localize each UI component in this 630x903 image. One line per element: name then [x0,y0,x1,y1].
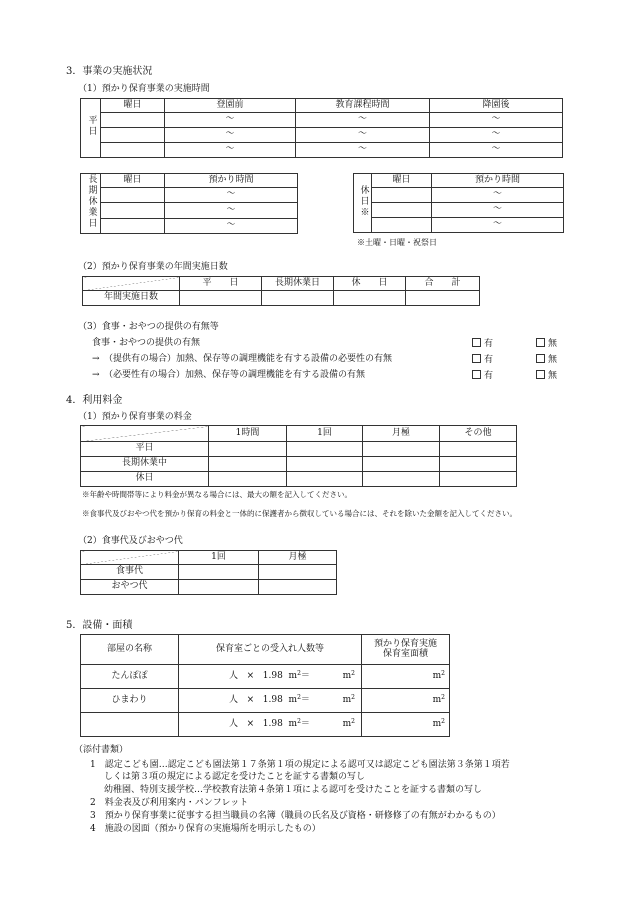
fee-cell[interactable] [363,472,440,487]
row-label-holiday: 休日 [81,472,209,487]
fee-cell[interactable] [179,580,259,595]
time-cell[interactable]: ～ [430,113,563,128]
fee-cell[interactable] [259,565,337,580]
day-cell[interactable] [101,113,165,128]
attachment-item-1-kindergarten: 幼稚園、特別支援学校…学校教育法第４条第１項による認可を受けたことを証する書類の写し [104,785,483,795]
attachment-item-4: 4 施設の図面（預かり保育の実施場所を明示したもの） [90,824,321,834]
col-header-hours: 預かり時間 [165,174,298,188]
time-cell[interactable]: ～ [432,188,564,203]
area-cell[interactable]: $m^2$ [362,665,450,689]
section-3-3-title: （3）食事・おやつの提供の有無等 [78,322,219,332]
col-header-day: 曜日 [101,174,165,188]
col-header-edu: 教育課程時間 [296,99,430,113]
attachments-title: （添付書類） [74,745,129,755]
long-break-side-label: 長期休業日 [81,174,101,234]
area-cell[interactable]: $m^2$ [362,713,450,737]
fee-cell[interactable] [440,442,517,457]
row-label-weekday: 平日 [81,442,209,457]
meal-fee-table [80,550,337,595]
col-header-hour: 1時間 [209,426,287,442]
time-cell[interactable]: ～ [165,128,296,143]
capacity-calc[interactable]: 人 × 1.98 $m^2=$ $m^2$ [179,713,362,737]
row-label-annual-days: 年間実施日数 [83,291,180,306]
annual-days-table [82,276,480,306]
col-header-room: 部屋の名称 [81,635,179,665]
time-cell[interactable]: ～ [432,218,564,233]
capacity-calc[interactable]: 人 × 1.98 $m^2=$ $m^2$ [179,689,362,713]
room-name[interactable]: たんぽぽ [81,665,179,689]
q3-yes-checkbox[interactable]: 有 [472,370,493,382]
col-header-after: 降園後 [430,99,563,113]
col-header-day: 曜日 [372,174,432,188]
weekday-hours-table [80,98,563,158]
col-header-day: 曜日 [101,99,165,113]
time-cell[interactable]: ～ [165,203,298,218]
q1-no-checkbox[interactable]: 無 [536,338,557,350]
fee-cell[interactable] [209,442,287,457]
days-cell[interactable] [180,291,262,306]
fee-cell[interactable] [440,457,517,472]
fee-cell[interactable] [259,580,337,595]
time-cell[interactable]: ～ [296,143,430,158]
room-name[interactable]: ひまわり [81,689,179,713]
section-4-1-title: （1）預かり保育事業の料金 [78,412,192,422]
attachment-item-2: 2 料金表及び利用案内・パンフレット [90,798,249,808]
col-header-holiday: 休 日 [334,277,406,291]
attachment-item-3: 3 預かり保育事業に従事する担当職員の名簿（職員の氏名及び資格・研修修了の有無がわかるもの） [90,811,501,821]
time-cell[interactable]: ～ [430,143,563,158]
q2-no-checkbox[interactable]: 無 [536,354,557,366]
col-header-long-break: 長期休業日 [262,277,334,291]
day-cell[interactable] [101,188,165,203]
fee-cell[interactable] [363,442,440,457]
meal-question-1: 食事・おやつの提供の有無 [92,338,201,348]
fee-cell[interactable] [179,565,259,580]
q2-yes-checkbox[interactable]: 有 [472,354,493,366]
holiday-note: ※土曜・日曜・祝祭日 [357,238,437,247]
weekday-side-label: 平日 [81,99,101,158]
day-cell[interactable] [101,203,165,218]
day-cell[interactable] [101,218,165,233]
day-cell[interactable] [372,218,432,233]
q3-no-checkbox[interactable]: 無 [536,370,557,382]
room-name[interactable] [81,713,179,737]
row-label-snack: おやつ代 [81,580,179,595]
time-cell[interactable]: ～ [165,113,296,128]
col-header-before: 登園前 [165,99,296,113]
meal-question-2: → （提供有の場合）加熱、保存等の調理機能を有する設備の必要性の有無 [92,354,393,364]
col-header-monthly: 月極 [363,426,440,442]
day-cell[interactable] [101,143,165,158]
days-cell[interactable] [406,291,480,306]
col-header-once: 1回 [287,426,363,442]
fee-cell[interactable] [287,472,363,487]
fee-note-1: ※年齢や時間帯等により料金が異なる場合には、最大の額を記入してください。 [82,490,352,499]
col-header-capacity: 保育室ごとの受入れ人数等 [179,635,362,665]
holiday-hours-table [353,173,564,233]
days-cell[interactable] [262,291,334,306]
q1-yes-checkbox[interactable]: 有 [472,338,493,350]
fee-cell[interactable] [209,457,287,472]
attachment-item-1-cont: しくは第３項の規定による認定を受けたことを証する書類の写し [104,772,366,782]
time-cell[interactable]: ～ [165,143,296,158]
col-header-once: 1回 [179,551,259,565]
time-cell[interactable]: ～ [432,203,564,218]
day-cell[interactable] [101,128,165,143]
corner-cell [81,551,179,565]
section-5-title: 5．設備・面積 [66,620,133,631]
section-3-1-title: （1）預かり保育事業の実施時間 [78,84,210,94]
facility-table [80,634,450,737]
fee-cell[interactable] [287,442,363,457]
row-label-long-break: 長期休業中 [81,457,209,472]
fee-table [80,425,517,487]
section-4-title: 4．利用料金 [66,395,123,406]
time-cell[interactable]: ～ [296,128,430,143]
fee-cell[interactable] [287,457,363,472]
day-cell[interactable] [372,203,432,218]
fee-cell[interactable] [209,472,287,487]
meal-question-3: → （必要性有の場合）加熱、保存等の調理機能を有する設備の有無 [92,370,366,380]
col-header-area: 預かり保育実施 保育室面積 [362,635,450,665]
time-cell[interactable]: ～ [165,218,298,233]
col-header-weekday: 平 日 [180,277,262,291]
col-header-monthly: 月極 [259,551,337,565]
area-cell[interactable]: $m^2$ [362,689,450,713]
holiday-side-label: 休日※ [354,174,372,233]
time-cell[interactable]: ～ [430,128,563,143]
col-header-other: その他 [440,426,517,442]
row-label-meal: 食事代 [81,565,179,580]
corner-cell [81,426,209,442]
fee-note-2: ※食事代及びおやつ代を預かり保育の料金と一体的に保護者から徴収している場合には、それを除いた金額を記入してください。 [82,509,517,518]
corner-cell [83,277,180,291]
section-3-title: 3．事業の実施状況 [66,66,153,77]
fee-cell[interactable] [440,472,517,487]
time-cell[interactable]: ～ [296,113,430,128]
col-header-hours: 預かり時間 [432,174,564,188]
day-cell[interactable] [372,188,432,203]
section-3-2-title: （2）預かり保育事業の年間実施日数 [78,262,228,272]
attachment-item-1: 1 認定こども園…認定こども園法第１７条第１項の規定による認可又は認定こども園法第３条第１項若 [90,760,510,770]
time-cell[interactable]: ～ [165,188,298,203]
long-break-hours-table [80,173,298,234]
fee-cell[interactable] [363,457,440,472]
days-cell[interactable] [334,291,406,306]
col-header-total: 合 計 [406,277,480,291]
section-4-2-title: （2）食事代及びおやつ代 [78,536,183,546]
capacity-calc[interactable]: 人 × 1.98 $m^2=$ $m^2$ [179,665,362,689]
